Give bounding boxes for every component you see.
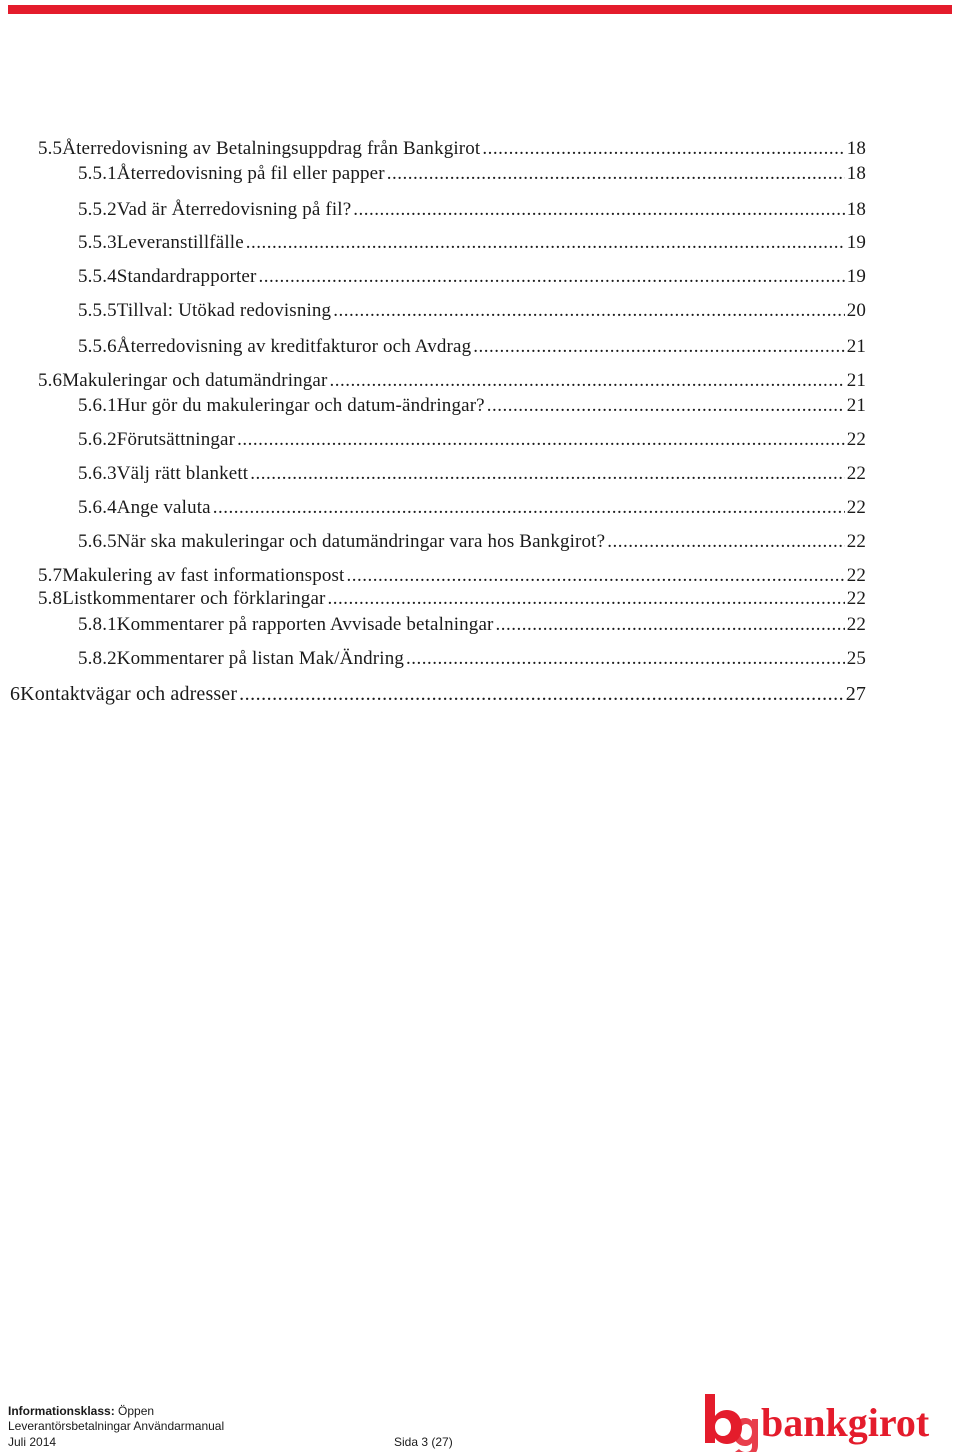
toc-entry-number: 5.6.1 [78,395,117,416]
toc-entry-page: 18 [846,138,866,159]
toc-dot-leader [473,335,844,359]
toc-entry-number: 5.7 [38,565,63,586]
toc-entry-title: Välj rätt blankett [116,463,249,484]
toc-entry-number: 5.6.2 [78,429,117,450]
toc-entry[interactable] [38,564,866,588]
toc-entry-title: Leveranstillfälle [116,232,244,253]
toc-entry-title: När ska makuleringar och datumändringar vara hos Bankgirot? [116,531,606,552]
toc-entry[interactable] [10,682,866,706]
toc-entry[interactable] [78,231,866,255]
toc-entry-title: Kommentarer på rapporten Avvisade betalningar [116,614,494,635]
toc-entry[interactable] [78,299,866,323]
toc-entry[interactable] [78,428,866,452]
toc-entry-title: Listkommentarer och förklaringar [62,588,326,609]
header-accent-bar [8,5,952,14]
toc-entry-number: 5.8 [38,588,63,609]
toc-dot-leader [607,530,845,554]
toc-entry[interactable] [38,587,866,611]
classification-value: Öppen [118,1404,155,1418]
toc-entry[interactable] [78,162,866,186]
toc-entry-title: Kommentarer på listan Mak/Ändring [116,648,404,669]
toc-entry[interactable] [38,137,866,161]
bankgirot-logo [703,1392,953,1452]
toc-entry[interactable] [78,265,866,289]
toc-entry[interactable] [78,394,866,418]
toc-entry-title: Makulering av fast informationspost [62,565,345,586]
toc-entry-number: 5.5.4 [78,266,117,287]
toc-entry[interactable] [78,613,866,637]
toc-dot-leader [213,496,845,520]
toc-entry-number: 5.5 [38,138,63,159]
toc-entry-title: Standardrapporter [116,266,257,287]
toc-entry-page: 21 [846,370,866,391]
toc-entry-page: 22 [846,531,866,552]
toc-dot-leader [487,394,845,418]
toc-entry-title: Makuleringar och datumändringar [62,370,328,391]
toc-entry-page: 22 [846,463,866,484]
toc-entry-title: Vad är Återredovisning på fil? [116,199,352,220]
logo-wordmark: bankgirot [761,1400,930,1445]
toc-entry-title: Återredovisning på fil eller papper [116,163,385,184]
toc-entry-page: 22 [846,614,866,635]
toc-dot-leader [329,369,844,393]
manual-title: Leverantörsbetalningar Användarmanual [8,1419,225,1433]
toc-entry-page: 22 [846,429,866,450]
toc-entry-page: 19 [846,232,866,253]
classification-line [8,1404,154,1418]
toc-entry-number: 5.8.2 [78,648,117,669]
toc-entry-title: Återredovisning av Betalningsuppdrag från Bankgirot [62,138,481,159]
toc-entry-number: 5.8.1 [78,614,117,635]
toc-dot-leader [239,682,844,706]
toc-entry-number: 5.5.5 [78,300,117,321]
toc-entry[interactable] [78,198,866,222]
toc-dot-leader [482,137,844,161]
toc-entry[interactable] [38,369,866,393]
toc-entry-title: Återredovisning av kreditfakturor och Avdrag [116,336,472,357]
toc-dot-leader [496,613,845,637]
toc-entry[interactable] [78,462,866,486]
toc-dot-leader [246,231,845,255]
classification-label: Informationsklass: [8,1404,115,1418]
toc-entry-number: 5.6.5 [78,531,117,552]
toc-entry-page: 22 [846,565,866,586]
toc-dot-leader [258,265,844,289]
toc-entry[interactable] [78,647,866,671]
toc-entry-page: 18 [846,163,866,184]
toc-entry-title: Hur gör du makuleringar och datum-ändringar? [116,395,485,416]
toc-dot-leader [250,462,845,486]
toc-entry-page: 22 [846,588,866,609]
toc-entry-number: 5.6 [38,370,63,391]
toc-entry-title: Förutsättningar [116,429,236,450]
toc-entry-page: 21 [846,336,866,357]
toc-entry-page: 18 [846,199,866,220]
toc-entry-number: 5.6.4 [78,497,117,518]
toc-entry-number: 5.5.1 [78,163,117,184]
toc-entry-number: 5.6.3 [78,463,117,484]
toc-entry-page: 27 [845,683,866,705]
toc-dot-leader [406,647,845,671]
document-date: Juli 2014 [8,1435,57,1449]
toc-entry-number: 5.5.2 [78,199,117,220]
toc-entry[interactable] [78,496,866,520]
toc-dot-leader [353,198,844,222]
toc-entry-number: 5.5.6 [78,336,117,357]
toc-entry[interactable] [78,530,866,554]
toc-entry-number: 6 [10,683,21,705]
toc-dot-leader [333,299,844,323]
toc-dot-leader [346,564,844,588]
toc-dot-leader [387,162,845,186]
toc-entry-title: Kontaktvägar och adresser [20,683,238,705]
toc-entry-page: 22 [846,497,866,518]
toc-entry-page: 20 [846,300,866,321]
toc-entry[interactable] [78,335,866,359]
toc-dot-leader [237,428,845,452]
toc-entry-page: 21 [846,395,866,416]
toc-dot-leader [328,587,845,611]
page-number: Sida 3 (27) [394,1435,453,1449]
toc-entry-title: Tillval: Utökad redovisning [116,300,332,321]
toc-entry-page: 19 [846,266,866,287]
toc-entry-title: Ange valuta [116,497,211,518]
toc-entry-number: 5.5.3 [78,232,117,253]
toc-entry-page: 25 [846,648,866,669]
